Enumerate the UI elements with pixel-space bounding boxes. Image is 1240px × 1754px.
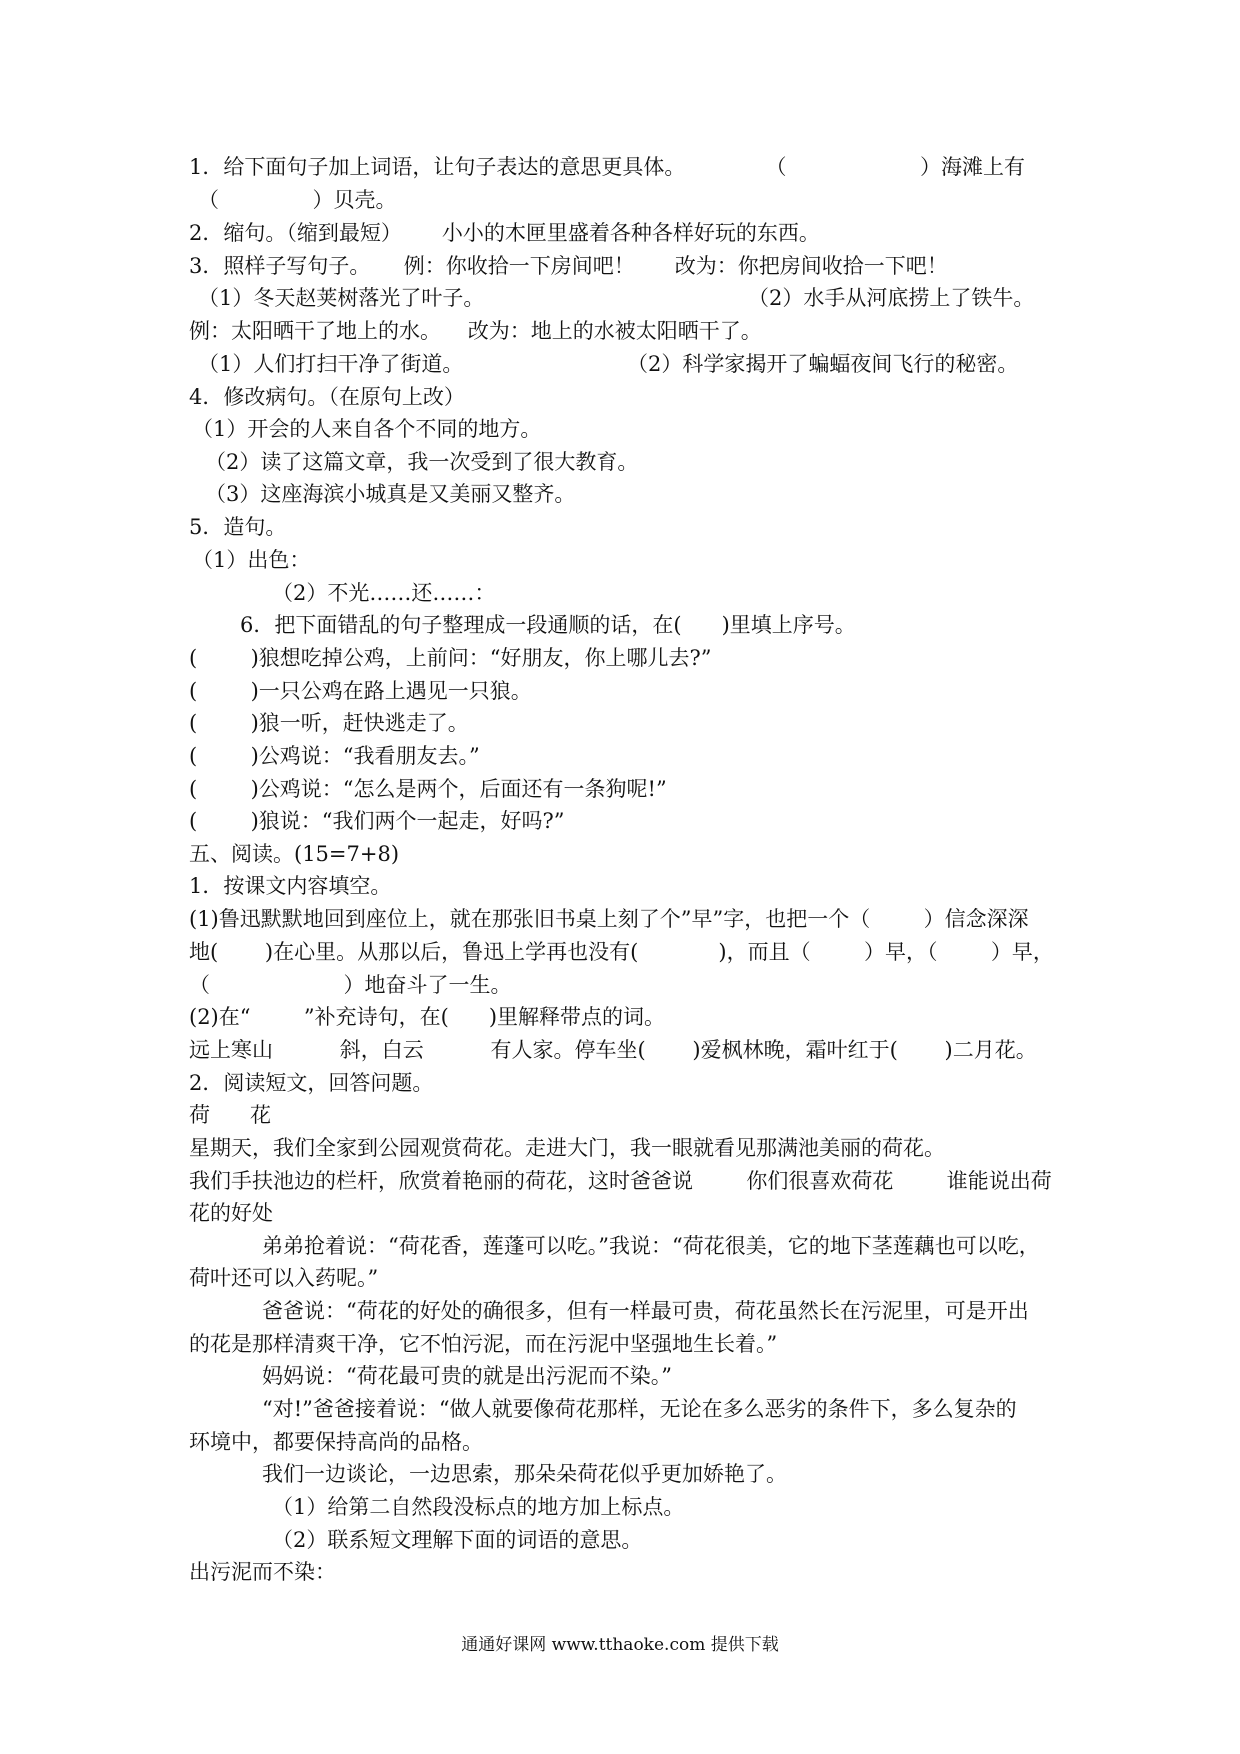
passage-p2-line-2: 花的好处 [189, 1201, 273, 1225]
passage-p1: 星期天，我们全家到公园观赏荷花。走进大门，我一眼就看见那满池美丽的荷花。 [189, 1136, 945, 1160]
q3-example-2: 例：太阳晒干了地上的水。 改为：地上的水被太阳晒干了。 [189, 319, 762, 343]
section-5-heading: 五、阅读。(15=7+8) [189, 842, 400, 866]
reading-q1: 1．按课文内容填空。 [189, 874, 392, 898]
reading-q1-1-line-2: 地( )在心里。从那以后，鲁迅上学再也没有( )，而且（ ）早，（ ）早， [189, 940, 1054, 964]
q5-item-1: （1）出色： [192, 548, 311, 572]
q6-sentence-1: ( )狼想吃掉公鸡，上前问：“好朋友，你上哪儿去?” [189, 646, 712, 670]
reading-q2: 2．阅读短文，回答问题。 [189, 1071, 434, 1095]
q4-item-1: （1）开会的人来自各个不同的地方。 [192, 417, 542, 441]
q3-example-1-item-1: （1）冬天赵荚树落光了叶子。 [198, 286, 485, 310]
reading-q1-2: (2)在“ ”补充诗句，在( )里解释带点的词。 [189, 1005, 666, 1029]
q4-line: 4．修改病句。（在原句上改） [189, 385, 465, 409]
passage-p4-line-2: 的花是那样清爽干净，它不怕污泥，而在污泥中坚强地生长着。” [189, 1332, 778, 1356]
q3-line: 3．照样子写句子。 例：你收拾一下房间吧！ 改为：你把房间收拾一下吧！ [189, 254, 948, 278]
passage-p5: 妈妈说：“荷花最可贵的就是出污泥而不染。” [262, 1364, 672, 1388]
q5-line: 5．造句。 [189, 515, 287, 539]
q6-sentence-6: ( )狼说：“我们两个一起走，好吗?” [189, 809, 565, 833]
q4-item-2: （2）读了这篇文章，我一次受到了很大教育。 [205, 450, 639, 474]
passage-p4-line-1: 爸爸说：“荷花的好处的确很多，但有一样最可贵，荷花虽然长在污泥里，可是开出 [262, 1299, 1029, 1323]
reading-q1-1-line-3: （ ）地奋斗了一生。 [189, 973, 512, 997]
passage-p6-line-1: “对!”爸爸接着说：“做人就要像荷花那样，无论在多么恶劣的条件下，多么复杂的 [262, 1397, 1017, 1421]
passage-p2-line-1: 我们手扶池边的栏杆，欣赏着艳丽的荷花，这时爸爸说 你们很喜欢荷花 谁能说出荷 [189, 1169, 1052, 1193]
q1-line-2: （ ）贝壳。 [198, 188, 397, 212]
q6-sentence-5: ( )公鸡说：“怎么是两个，后面还有一条狗呢!” [189, 777, 667, 801]
footer-credit: 通通好课网 www.tthaoke.com 提供下载 [461, 1635, 779, 1655]
q6-line: 6．把下面错乱的句子整理成一段通顺的话，在( )里填上序号。 [240, 613, 856, 637]
q6-sentence-2: ( )一只公鸡在路上遇见一只狼。 [189, 679, 532, 703]
passage-p3-line-2: 荷叶还可以入药呢。” [189, 1266, 379, 1290]
q3-example-1-item-2: （2）水手从河底捞上了铁牛。 [748, 286, 1035, 310]
q4-item-3: （3）这座海滨小城真是又美丽又整齐。 [205, 482, 576, 506]
passage-p6-line-2: 环境中，都要保持高尚的品格。 [189, 1430, 483, 1454]
reading-q2-1: （1）给第二自然段没标点的地方加上标点。 [272, 1495, 685, 1519]
q1-line-1: 1．给下面句子加上词语，让句子表达的意思更具体。 （ ）海滩上有 [189, 155, 1025, 179]
q5-item-2: （2）不光……还……： [272, 581, 496, 605]
reading-q2-2-term: 出污泥而不染： [189, 1560, 336, 1584]
poem-line: 远上寒山 斜，白云 有人家。停车坐( )爱枫林晚，霜叶红于( )二月花。 [189, 1038, 1037, 1062]
reading-q2-2: （2）联系短文理解下面的词语的意思。 [272, 1528, 643, 1552]
q6-sentence-4: ( )公鸡说：“我看朋友去。” [189, 744, 480, 768]
reading-q1-1-line-1: (1)鲁迅默默地回到座位上，就在那张旧书桌上刻了个”早”字，也把一个（ ）信念深深 [189, 907, 1029, 931]
passage-p3-line-1: 弟弟抢着说：“荷花香，莲蓬可以吃。”我说：“荷花很美，它的地下茎莲藕也可以吃， [262, 1234, 1040, 1258]
q3-example-2-item-2: （2）科学家揭开了蝙蝠夜间飞行的秘密。 [627, 352, 1019, 376]
passage-title: 荷 花 [189, 1103, 272, 1127]
q6-sentence-3: ( )狼一听，赶快逃走了。 [189, 711, 469, 735]
passage-p7: 我们一边谈论，一边思索，那朵朵荷花似乎更加娇艳了。 [262, 1462, 787, 1486]
q3-example-2-item-1: （1）人们打扫干净了街道。 [198, 352, 464, 376]
q2-line: 2．缩句。（缩到最短） 小小的木匣里盛着各种各样好玩的东西。 [189, 221, 820, 245]
